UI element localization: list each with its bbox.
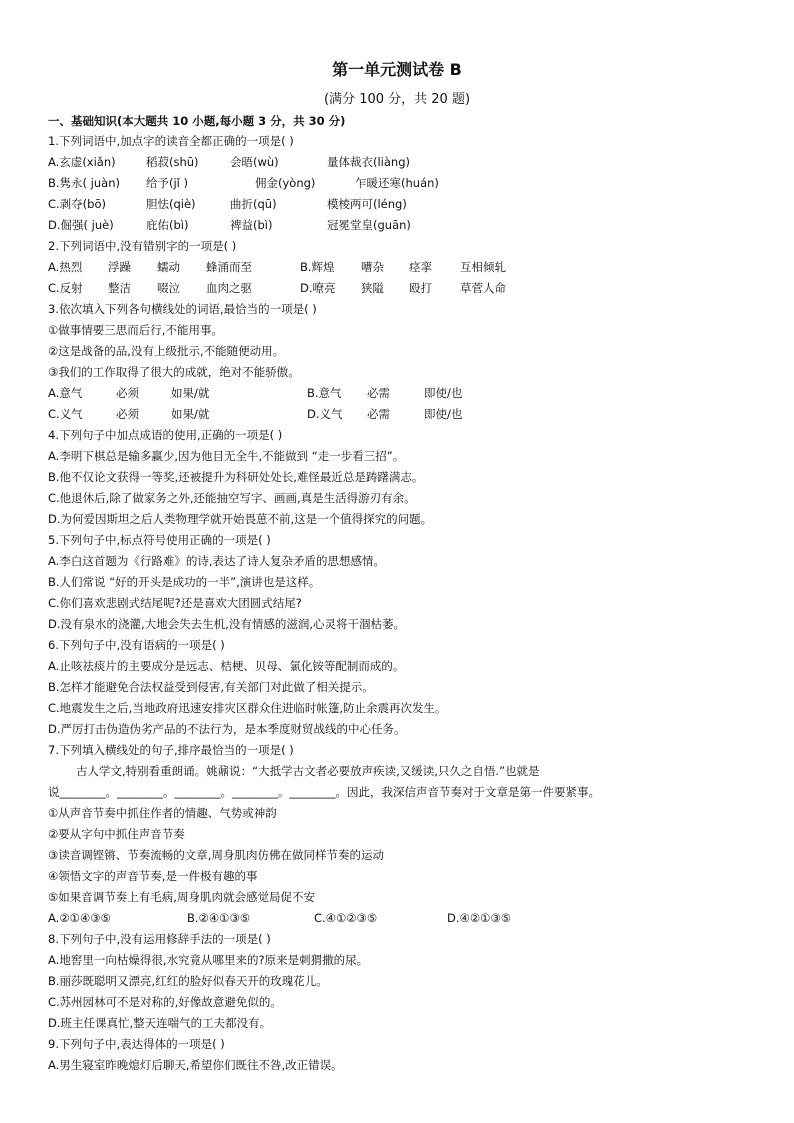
q1-option: 稻菽(shū) — [146, 155, 199, 169]
q2-word: A.热烈 — [48, 260, 83, 274]
q9-option-a: A.男生寝室昨晚熄灯后聊天,希望你们既往不咎,改正错误。 — [48, 1058, 343, 1072]
q5-option-c: C.你们喜欢悲剧式结尾呢?还是喜欢大团圆式结尾? — [48, 596, 302, 610]
q6-option-a: A.止咳祛痰片的主要成分是远志、桔梗、贝母、氯化铵等配制而成的。 — [48, 659, 405, 673]
q5-stem: 5.下列句子中,标点符号使用正确的一项是( ) — [48, 533, 271, 547]
q2-word: B.辉煌 — [300, 260, 335, 274]
q6-option-d: D.严厉打击伪造伪劣产品的不法行为，是本季度财贸战线的中心任务。 — [48, 722, 406, 736]
q1-option: D.倔强( juè) — [48, 218, 114, 232]
q8-option-c: C.苏州园林可不是对称的,好像故意避免似的。 — [48, 995, 282, 1009]
q1-option: 给予(jǐ ) — [146, 176, 189, 190]
q3-option: 如果/就 — [171, 386, 210, 400]
q7-item: ④领悟文字的声音节奏,是一件极有趣的事 — [48, 869, 258, 883]
q7-item: ③读音调铿锵、节奏流畅的文章,周身肌肉仿佛在做同样节奏的运动 — [48, 848, 384, 862]
q2-word: 狭隘 — [361, 281, 384, 295]
q3-option: 必需 — [367, 407, 390, 421]
q2-word: 蜂涌而至 — [206, 260, 252, 274]
q1-option: 佣金(yòng) — [255, 176, 316, 190]
q3-option: B.意气 — [307, 386, 342, 400]
page-subtitle: (满分 100 分，共 20 题) — [323, 92, 471, 107]
q4-stem: 4.下列句子中加点成语的使用,正确的一项是( ) — [48, 428, 283, 442]
q2-stem: 2.下列词语中,没有错别字的一项是( ) — [48, 239, 237, 253]
q1-option: A.玄虚(xiǎn) — [48, 155, 116, 169]
q1-option: 庇佑(bì) — [146, 218, 189, 232]
q7-choice: D.④②①③⑤ — [447, 911, 512, 925]
q2-word: 痉挛 — [409, 260, 432, 274]
q3-option: 如果/就 — [171, 407, 210, 421]
q1-option: 裨益(bì) — [230, 218, 273, 232]
q1-option: 胆怯(qiè) — [146, 197, 196, 211]
q4-option-c: C.他退休后,除了做家务之外,还能抽空写字、画画,真是生活得游刃有余。 — [48, 491, 416, 505]
q8-stem: 8.下列句子中,没有运用修辞手法的一项是( ) — [48, 932, 271, 946]
q5-option-b: B.人们常说 “好的开头是成功的一半”,演讲也是这样。 — [48, 575, 321, 589]
q2-word: 整洁 — [108, 281, 131, 295]
q2-word: 草菅人命 — [460, 281, 506, 295]
q2-word: D.嘹亮 — [300, 281, 336, 295]
q2-word: 血肉之驱 — [206, 281, 252, 295]
q4-option-d: D.为何爱因斯坦之后人类物理学就开始畏葸不前,这是一个值得探究的问题。 — [48, 512, 433, 526]
q3-option: 必需 — [367, 386, 390, 400]
q1-option: B.隽永( juàn) — [48, 176, 120, 190]
q5-option-d: D.没有泉水的浇灌,大地会失去生机,没有情感的滋润,心灵将干涸枯萎。 — [48, 617, 405, 631]
q1-option: 曲折(qū) — [230, 197, 277, 211]
q1-option: C.剥夺(bō) — [48, 197, 106, 211]
q2-word: 互相倾轧 — [460, 260, 506, 274]
q7-item: ②要从字句中抓住声音节奏 — [48, 827, 185, 841]
q3-option: A.意气 — [48, 386, 83, 400]
q3-option: 必须 — [116, 386, 139, 400]
q1-stem: 1.下列词语中,加点字的读音全都正确的一项是( ) — [48, 134, 294, 148]
q6-stem: 6.下列句子中,没有语病的一项是( ) — [48, 638, 225, 652]
q4-option-b: B.他不仅论文获得一等奖,还被提升为科研处处长,难怪最近总是踌躇满志。 — [48, 470, 424, 484]
q1-option: 乍暖还寒(huán) — [355, 176, 439, 190]
page-title: 第一单元测试卷 B — [332, 60, 462, 79]
q2-word: 浮躁 — [108, 260, 131, 274]
q2-word: 殴打 — [409, 281, 432, 295]
q7-choice: A.②①④③⑤ — [48, 911, 111, 925]
q6-option-c: C.地震发生之后,当地政府迅速安排灾区群众住进临时帐篷,防止余震再次发生。 — [48, 701, 447, 715]
q7-stem: 7.下列填入横线处的句子,排序最恰当的一项是( ) — [48, 743, 294, 757]
q8-option-a: A.地窖里一向枯燥得很,水究竟从哪里来的?原来是刺猬撒的尿。 — [48, 953, 369, 967]
q3-option: 即使/也 — [424, 386, 463, 400]
q3-stem: 3.依次填入下列各句横线处的词语,最恰当的一项是( ) — [48, 302, 317, 316]
q2-word: 啜泣 — [157, 281, 180, 295]
q3-option: 即使/也 — [424, 407, 463, 421]
q3-option: D.义气 — [307, 407, 343, 421]
q1-option: 量体裁衣(liàng) — [327, 155, 410, 169]
q2-word: 嘈杂 — [361, 260, 384, 274]
q2-word: 蠕动 — [157, 260, 180, 274]
q1-option: 模棱两可(léng) — [327, 197, 407, 211]
q7-passage: 说________。________。________。________。________。因此，我深信声音节奏对于文章是第一件要紧事。 — [48, 785, 600, 799]
q2-word: C.反射 — [48, 281, 83, 295]
q8-option-d: D.班主任课真忙,整天连喘气的工夫都没有。 — [48, 1016, 272, 1030]
q7-choice: C.④①②③⑤ — [314, 911, 378, 925]
q7-item: ①从声音节奏中抓住作者的情趣、气势或神韵 — [48, 806, 277, 820]
q5-option-a: A.李白这首题为《行路难》的诗,表达了诗人复杂矛盾的思想感情。 — [48, 554, 385, 568]
q3-sentence: ③我们的工作取得了很大的成就，绝对不能骄傲。 — [48, 365, 300, 379]
q4-option-a: A.李明下棋总是输多赢少,因为他目无全牛,不能做到 “走一步看三招”。 — [48, 449, 405, 463]
q7-choice: B.②④①③⑤ — [187, 911, 251, 925]
q8-option-b: B.丽莎既聪明又漂亮,红红的脸好似春天开的玫瑰花儿。 — [48, 974, 328, 988]
q3-sentence: ②这是战备的品,没有上级批示,不能随便动用。 — [48, 344, 285, 358]
q3-option: C.义气 — [48, 407, 83, 421]
q7-item: ⑤如果音调节奏上有毛病,周身肌肉就会感觉局促不安 — [48, 890, 315, 904]
q6-option-b: B.怎样才能避免合法权益受到侵害,有关部门对此做了相关提示。 — [48, 680, 374, 694]
q3-sentence: ①做事情要三思而后行,不能用事。 — [48, 323, 223, 337]
q9-stem: 9.下列句子中,表达得体的一项是( ) — [48, 1037, 225, 1051]
q1-option: 冠冕堂皇(guān) — [327, 218, 411, 232]
section-heading: 一、基础知识(本大题共 10 小题,每小题 3 分，共 30 分) — [48, 114, 346, 128]
q1-option: 会晤(wù) — [230, 155, 279, 169]
q3-option: 必须 — [116, 407, 139, 421]
q7-passage: 古人学文,特别看重朗诵。姚鼐说：“大抵学古文者必要放声疾读,又缓读,只久之自悟.”也就是 — [76, 764, 540, 778]
